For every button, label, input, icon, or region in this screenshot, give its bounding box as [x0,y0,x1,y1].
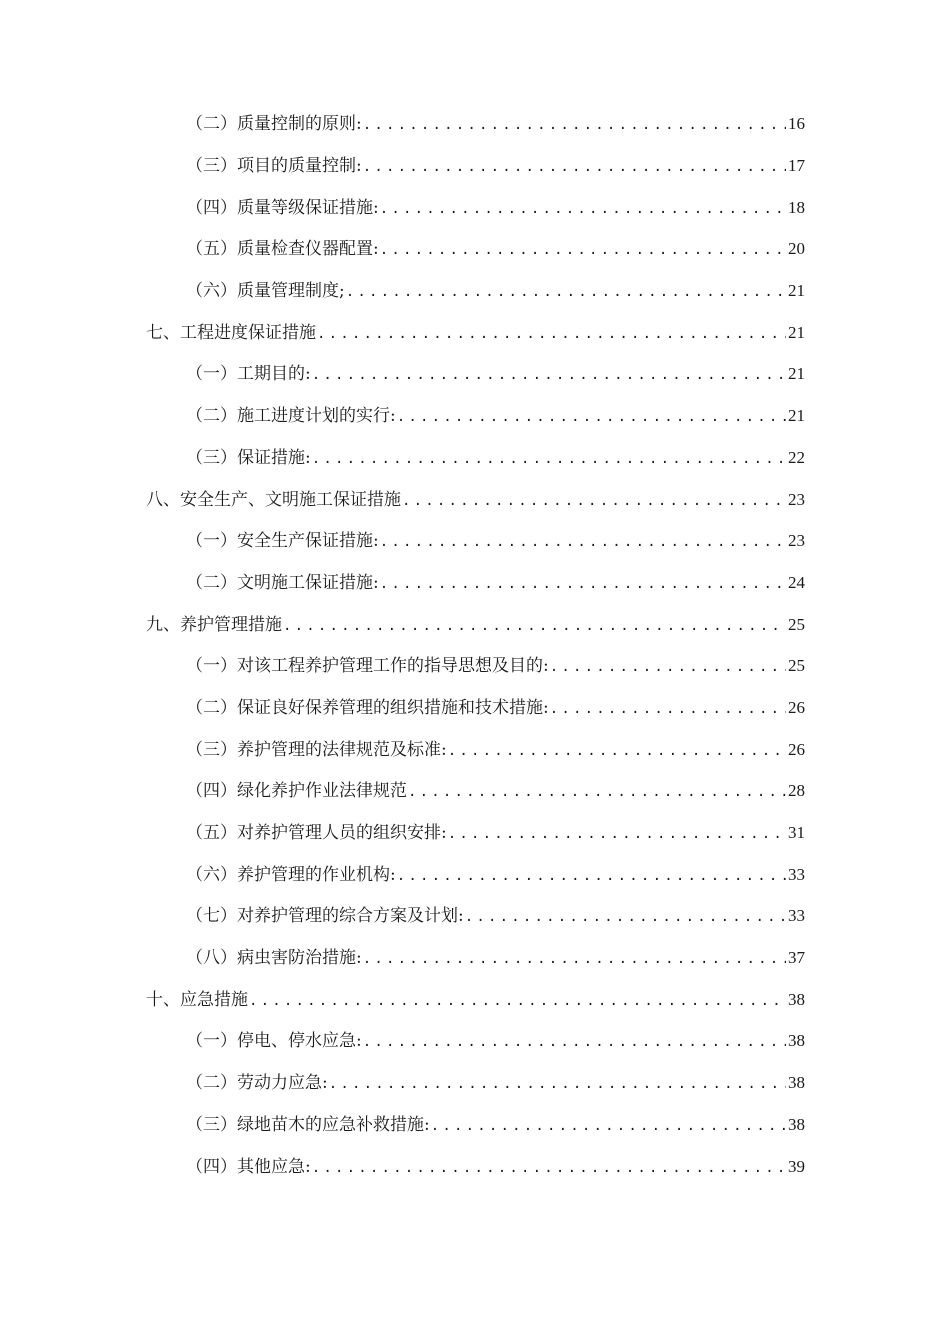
toc-page-number: 38 [788,1114,805,1134]
toc-page-number: 26 [788,739,805,759]
toc-dot-leader [397,866,786,886]
toc-entry-title: （六）养护管理的作业机构: [186,864,396,885]
toc-page-number: 21 [788,281,805,301]
toc-entry-title: （二）保证良好保养管理的组织措施和技术措施: [186,697,549,718]
toc-page-number: 33 [788,906,805,926]
toc-entry-title: （五）对养护管理人员的组织安排: [186,823,447,844]
toc-dot-leader [550,657,786,677]
toc-page-number: 23 [788,489,805,509]
toc-entry-title: （三）养护管理的法律规范及标准: [186,739,447,760]
toc-dot-leader [312,449,786,469]
toc-dot-leader [380,574,786,594]
toc-entry[interactable] [0,1021,950,1063]
toc-dot-leader [408,782,786,802]
toc-entry-title: （二）施工进度计划的实行: [186,406,396,427]
toc-entry-title: （七）对养护管理的综合方案及计划: [186,906,464,927]
toc-page-number: 16 [788,114,805,134]
toc-entry[interactable] [0,229,950,271]
toc-page-number: 22 [788,447,805,467]
toc-entry-title: （三）保证措施: [186,447,311,468]
toc-page-number: 33 [788,864,805,884]
toc-page-number: 21 [788,364,805,384]
toc-page-number: 25 [788,656,805,676]
toc-entry[interactable] [0,854,950,896]
toc-dot-leader [380,199,786,219]
toc-dot-leader [312,365,786,385]
toc-dot-leader [363,115,786,135]
toc-entry-title: （一）安全生产保证措施: [186,531,379,552]
toc-entry[interactable] [0,688,950,730]
toc-page-number: 21 [788,322,805,342]
toc-page-number: 20 [788,239,805,259]
toc-entry[interactable] [0,187,950,229]
toc-dot-leader [380,532,786,552]
toc-page-number: 39 [788,1156,805,1176]
toc-entry[interactable] [0,271,950,313]
toc-entry[interactable] [0,354,950,396]
toc-entry-title: （三）绿地苗木的应急补救措施: [186,1114,430,1135]
toc-entry[interactable] [0,396,950,438]
toc-chapter[interactable] [0,604,950,646]
toc-page-number: 17 [788,156,805,176]
toc-entry-title: （四）其他应急: [186,1156,311,1177]
toc-entry[interactable] [0,771,950,813]
toc-entry[interactable] [0,1146,950,1188]
toc-dot-leader [317,324,786,344]
toc-dot-leader [550,699,786,719]
toc-dot-leader [312,1158,786,1178]
toc-chapter[interactable] [0,479,950,521]
table-of-contents [0,104,950,1188]
toc-page-number: 18 [788,197,805,217]
toc-entry[interactable] [0,896,950,938]
toc-page-number: 38 [788,989,805,1009]
toc-entry[interactable] [0,938,950,980]
toc-dot-leader [448,741,786,761]
toc-entry-title: （一）停电、停水应急: [186,1031,362,1052]
toc-page-number: 24 [788,572,805,592]
toc-page-number: 25 [788,614,805,634]
toc-dot-leader [448,824,786,844]
toc-dot-leader [283,616,786,636]
toc-entry[interactable] [0,729,950,771]
toc-dot-leader [465,907,786,927]
toc-dot-leader [402,491,786,511]
toc-page-number: 38 [788,1031,805,1051]
toc-chapter[interactable] [0,312,950,354]
toc-page-number: 38 [788,1073,805,1093]
toc-page-number: 21 [788,406,805,426]
toc-entry-title: （四）质量等级保证措施: [186,197,379,218]
toc-dot-leader [363,949,786,969]
toc-entry[interactable] [0,646,950,688]
toc-entry-title: （一）工期目的: [186,364,311,385]
toc-dot-leader [329,1074,786,1094]
toc-dot-leader [380,240,786,260]
toc-entry[interactable] [0,521,950,563]
toc-chapter-title: 八、安全生产、文明施工保证措施 [146,489,401,510]
toc-entry[interactable] [0,1105,950,1147]
toc-page-number: 26 [788,697,805,717]
toc-entry-title: （一）对该工程养护管理工作的指导思想及目的: [186,656,549,677]
toc-page-number: 37 [788,948,805,968]
toc-entry[interactable] [0,1063,950,1105]
toc-dot-leader [363,157,786,177]
toc-page-number: 23 [788,531,805,551]
toc-entry[interactable] [0,146,950,188]
toc-chapter-title: 十、应急措施 [146,989,248,1010]
toc-dot-leader [397,407,786,427]
toc-dot-leader [346,282,786,302]
toc-entry[interactable] [0,813,950,855]
toc-chapter-title: 七、工程进度保证措施 [146,322,316,343]
toc-chapter-title: 九、养护管理措施 [146,614,282,635]
toc-entry[interactable] [0,104,950,146]
toc-page-number: 28 [788,781,805,801]
toc-entry-title: （六）质量管理制度; [186,281,345,302]
toc-entry-title: （二）质量控制的原则: [186,114,362,135]
toc-dot-leader [249,991,786,1011]
toc-dot-leader [431,1116,786,1136]
toc-entry[interactable] [0,438,950,480]
toc-entry-title: （二）劳动力应急: [186,1073,328,1094]
toc-entry-title: （三）项目的质量控制: [186,156,362,177]
toc-entry[interactable] [0,563,950,605]
toc-entry-title: （四）绿化养护作业法律规范 [186,781,407,802]
toc-page-number: 31 [788,823,805,843]
toc-entry-title: （五）质量检查仪器配置: [186,239,379,260]
toc-entry-title: （八）病虫害防治措施: [186,948,362,969]
toc-chapter[interactable] [0,979,950,1021]
toc-entry-title: （二）文明施工保证措施: [186,572,379,593]
toc-dot-leader [363,1032,786,1052]
